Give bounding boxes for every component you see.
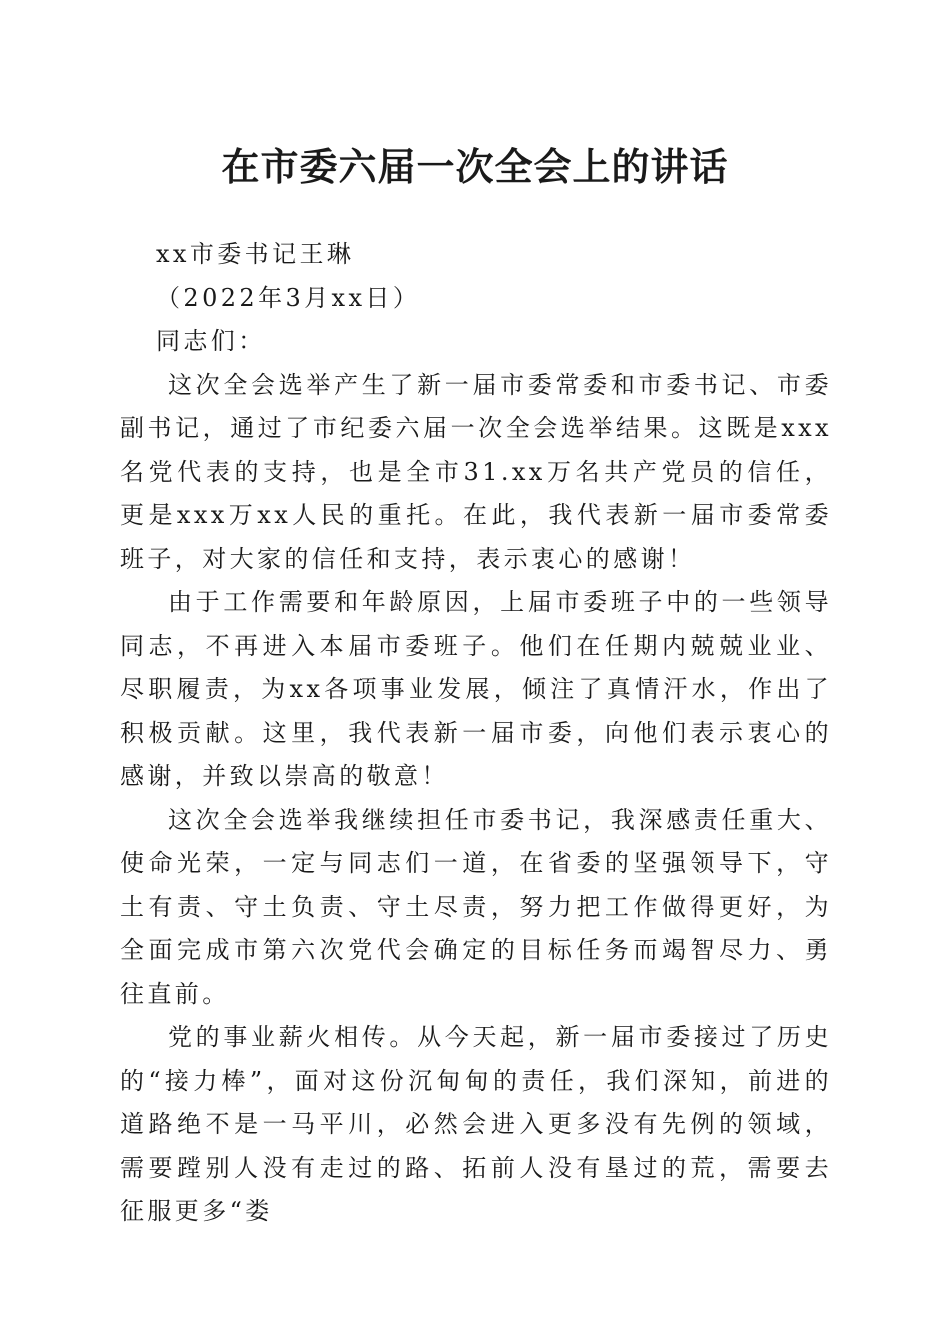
author-line: xx市委书记王琳	[156, 240, 355, 268]
paragraph: 这次全会选举我继续担任市委书记，我深感责任重大、使命光荣，一定与同志们一道，在省委的坚强领导下，守土有责、守土负责、守土尽责，努力把工作做得更好，为全面完成市第六次党代会确定的目标任务而竭智尽力、勇往直前。	[120, 805, 832, 1008]
paragraph: 这次全会选举产生了新一届市委常委和市委书记、市委副书记，通过了市纪委六届一次全会选举结果。这既是xxx名党代表的支持，也是全市31.xx万名共产党员的信任，更是xxx万xx人民的重托。在此，我代表新一届市委常委班子，对大家的信任和支持，表示衷心的感谢！	[120, 370, 832, 573]
document-body	[120, 233, 832, 1234]
paragraph: 由于工作需要和年龄原因，上届市委班子中的一些领导同志，不再进入本届市委班子。他们在任期内兢兢业业、尽职履责，为xx各项事业发展，倾注了真情汗水，作出了积极贡献。这里，我代表新一届市委，向他们表示衷心的感谢，并致以崇高的敬意！	[120, 588, 832, 790]
document-title: 在市委六届一次全会上的讲话	[221, 144, 729, 189]
paragraph: 党的事业薪火相传。从今天起，新一届市委接过了历史的“接力棒”，面对这份沉甸甸的责任，我们深知，前进的道路绝不是一马平川，必然会进入更多没有先例的领域，需要蹚别人没有走过的路、拓前人没有垦过的荒，需要去征服更多“娄	[120, 1023, 832, 1225]
date-line: （2022年3月xx日）	[156, 283, 421, 312]
salutation: 同志们：	[156, 327, 266, 355]
